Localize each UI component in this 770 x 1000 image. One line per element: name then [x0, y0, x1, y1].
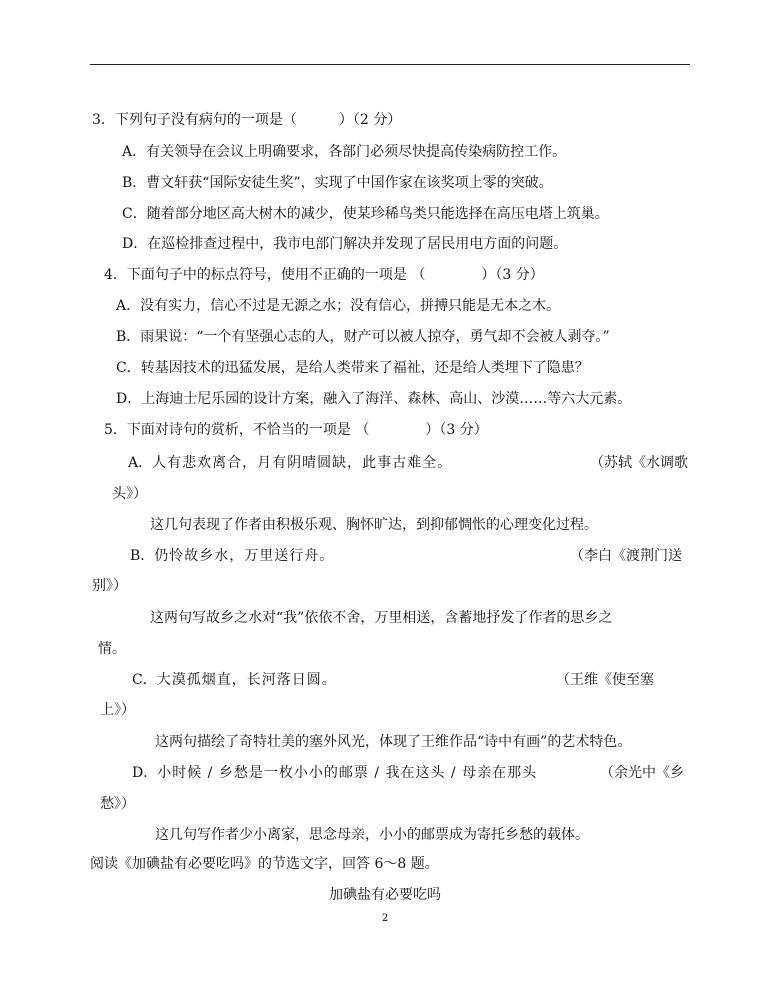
q3-stem: 3．下列句子没有病句的一项是（ ）（2 分） [92, 112, 402, 128]
q5-b-analysis-cont: 情。 [98, 641, 126, 657]
q3-option-a: A．有关领导在会议上明确要求，各部门必须尽快提高传染病防控工作。 [122, 144, 567, 160]
q4-option-a: A．没有实力，信心不过是无源之水；没有信心，拼搏只能是无本之木。 [116, 298, 561, 314]
q5-c-analysis: 这两句描绘了奇特壮美的塞外风光，体现了王维作品“诗中有画”的艺术特色。 [155, 734, 632, 750]
q3-option-c: C．随着部分地区高大树木的减少，使某珍稀鸟类只能选择在高压电塔上筑巢。 [122, 206, 609, 222]
q5-a-source-cont: 头》） [112, 486, 147, 502]
q5-a-poem: 人有悲欢离合，月有阴晴圆缺，此事古难全。 [152, 455, 453, 471]
page-number: 2 [381, 913, 389, 924]
reading-intro: 阅读《加碘盐有必要吃吗》的节选文字，回答 6～8 题。 [90, 856, 439, 872]
q5-c-source: （王维《使至塞 [556, 672, 654, 688]
q5-a-analysis: 这几句表现了作者由积极乐观、胸怀旷达，到抑郁惆怅的心理变化过程。 [150, 517, 598, 533]
q5-b-letter: B． [130, 548, 155, 564]
q5-d-source: （余光中《乡 [600, 765, 684, 781]
q5-b-analysis: 这两句写故乡之水对“我”依依不舍，万里相送，含蓄地抒发了作者的思乡之 [150, 610, 613, 626]
q5-d-source-cont: 愁》） [100, 796, 135, 812]
q5-option-b [130, 546, 334, 566]
q5-a-source: （苏轼《水调歌 [590, 455, 688, 471]
q5-d-letter: D． [132, 765, 158, 781]
q4-stem: 4．下面句子中的标点符号，使用不正确的一项是 （ ）（3 分） [104, 267, 544, 283]
q5-c-letter: C． [132, 672, 157, 688]
q5-option-d [132, 763, 537, 783]
q5-d-poem: 小时候 / 乡愁是一枚小小的邮票 / 我在这头 / 母亲在那头 [157, 765, 538, 781]
q5-c-poem: 大漠孤烟直，长河落日圆。 [156, 672, 337, 688]
q5-b-source-cont: 别》） [92, 578, 127, 594]
q3-option-d: D．在巡检排查过程中，我市电部门解决并发现了居民用电方面的问题。 [122, 236, 568, 252]
q5-b-poem: 仍怜故乡水，万里送行舟。 [154, 548, 335, 564]
q4-option-c: C．转基因技术的迅猛发展，是给人类带来了福祉，还是给人类埋下了隐患？ [116, 360, 589, 376]
q4-option-d: D．上海迪士尼乐园的设计方案，融入了海洋、森林、高山、沙漠……等六大元素。 [116, 391, 632, 407]
q5-option-a [128, 453, 452, 473]
q5-b-source: （李白《渡荆门送 [570, 548, 682, 564]
reading-title: 加碘盐有必要吃吗 [329, 887, 441, 903]
q5-d-analysis: 这几句写作者少小离家，思念母亲，小小的邮票成为寄托乡愁的载体。 [155, 827, 589, 843]
q5-c-source-cont: 上》） [100, 702, 135, 718]
q5-a-letter: A． [128, 455, 153, 471]
q5-stem: 5．下面对诗句的赏析，不恰当的一项是 （ ）（3 分） [104, 422, 488, 438]
header-rule [90, 64, 690, 65]
q4-option-b: B．雨果说：“一个有坚强心志的人，财产可以被人掠夺，勇气却不会被人剥夺。” [116, 329, 610, 345]
q5-option-c [132, 670, 337, 690]
q3-option-b: B．曹文轩获“国际安徒生奖”，实现了中国作家在该奖项上零的突破。 [122, 175, 553, 191]
